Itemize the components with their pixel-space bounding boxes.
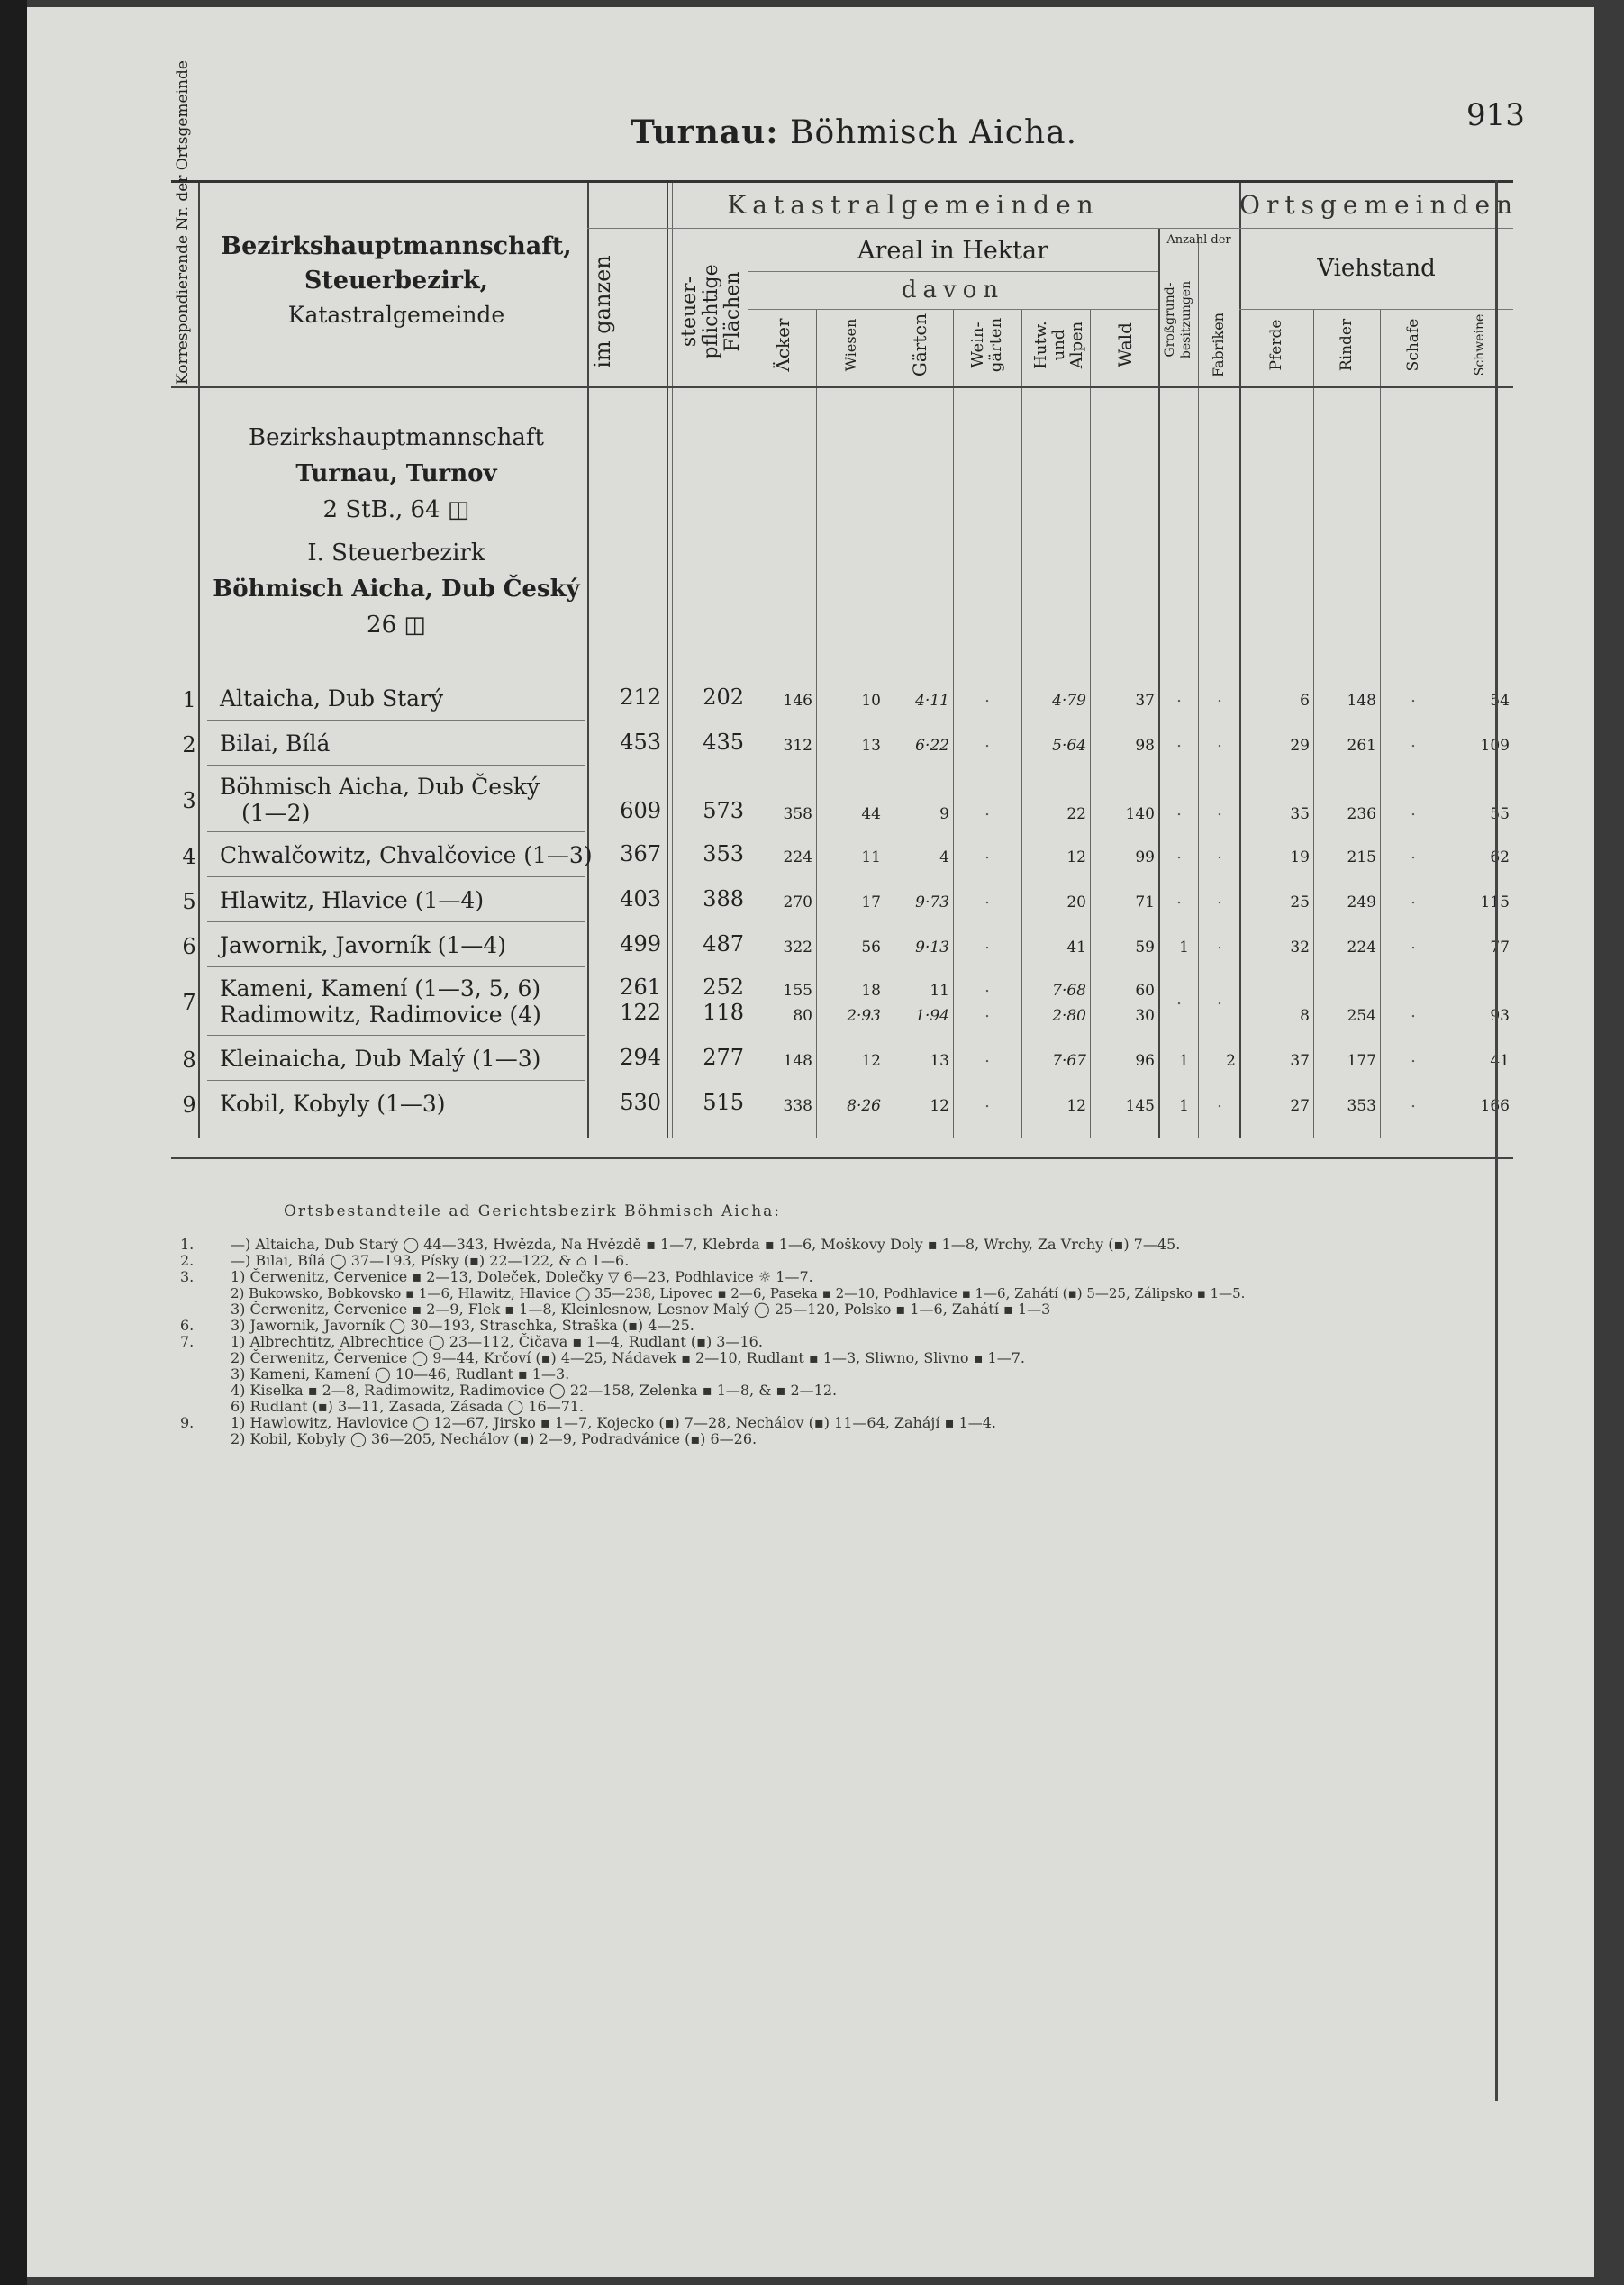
areal-header: Areal in Hektar (857, 237, 1049, 265)
cell-steuer: 515 (703, 1090, 744, 1115)
cell-schweine: 62 (1490, 848, 1510, 866)
grossgrund-header: Großgrund-besitzungen (1163, 280, 1193, 359)
cell-gross: 1 (1179, 1052, 1189, 1070)
cell-im-ganzen: 261 (620, 975, 661, 1000)
district-line1: Bezirkshauptmannschaft (249, 424, 544, 451)
row-name-line2: (1—2) (241, 800, 311, 826)
cell-garten: 12 (930, 1097, 949, 1115)
cell-pferde: 27 (1290, 1097, 1310, 1115)
cell-acker: 358 (783, 805, 812, 823)
cell-schweine: 93 (1490, 1007, 1510, 1025)
corresponding-number-header: Korrespondierende Nr. der Ortsgemeinde (174, 60, 192, 385)
cell-schweine: 55 (1490, 805, 1510, 823)
cell-wiesen: 56 (861, 938, 881, 957)
cell-gross: 1 (1179, 938, 1189, 957)
district-line2: Turnau, Turnov (295, 460, 497, 487)
wald-header: Wald (1114, 322, 1136, 367)
cell-steuer: 388 (703, 886, 744, 911)
cell-im-ganzen: 530 (620, 1090, 661, 1115)
cell-wald: 37 (1135, 692, 1155, 710)
cell-gross: 1 (1179, 1097, 1189, 1115)
row-number: 3 (182, 788, 196, 813)
wein-header: Wein-gärten (968, 317, 1005, 373)
cell-rinder: 148 (1347, 692, 1376, 710)
cell-wiesen: 8·26 (847, 1097, 881, 1115)
cell-garten: 9·13 (915, 938, 949, 957)
district-block (207, 422, 585, 640)
cell-schafe: . (1411, 1002, 1416, 1021)
row-name: Kleinaicha, Dub Malý (1—3) (220, 1046, 541, 1072)
cell-wald: 59 (1135, 938, 1155, 957)
book-spine (0, 0, 27, 2285)
davon-header: davon (901, 277, 1005, 304)
cell-schweine: 166 (1480, 1097, 1510, 1115)
cell-wald: 60 (1135, 982, 1155, 1000)
cell-acker: 155 (783, 982, 812, 1000)
cell-wald: 99 (1135, 848, 1155, 866)
cell-hutw: 7·68 (1052, 982, 1086, 1000)
cell-schafe: . (1411, 1093, 1416, 1111)
cell-gross: . (1176, 844, 1182, 863)
row-number: 7 (182, 990, 196, 1015)
cell-acker: 338 (783, 1097, 812, 1115)
cell-im-ganzen: 294 (620, 1045, 661, 1070)
cell-fabriken: . (1217, 889, 1222, 908)
row-name: Chwalčowitz, Chvalčovice (1—3) (220, 842, 593, 868)
ortsbestand-title: Ortsbestandteile ad Gerichtsbezirk Böhmisch Aicha: (284, 1202, 782, 1220)
cell-wiesen-2: 2·93 (847, 1007, 881, 1025)
cell-garten: 9 (939, 805, 949, 823)
cell-schafe: . (1411, 732, 1416, 751)
cell-pferde: 8 (1300, 1007, 1310, 1025)
cell-rinder: 177 (1347, 1052, 1376, 1070)
cell-pferde: 19 (1290, 848, 1310, 866)
steuer-header: steuer-pflichtige Flächen (678, 264, 744, 359)
cell-im-ganzen: 609 (620, 798, 661, 823)
cell-pferde: 25 (1290, 893, 1310, 911)
cell-hutw: 12 (1066, 1097, 1086, 1115)
row-name (220, 975, 541, 1028)
cell-hutw: 41 (1066, 938, 1086, 957)
cell-wiesen: 13 (861, 737, 881, 755)
cell-schweine: 115 (1480, 893, 1510, 911)
cell-acker-2: 80 (793, 1007, 812, 1025)
cell-wiesen: 18 (861, 982, 881, 1000)
row-name: Bilai, Bílá (220, 730, 331, 757)
cell-im-ganzen: 403 (620, 886, 661, 911)
cell-wald: 98 (1135, 737, 1155, 755)
cell-acker: 146 (783, 692, 812, 710)
viehstand-header: Viehstand (1317, 255, 1436, 282)
cell-gross: . (1176, 732, 1182, 751)
cell-hutw: 12 (1066, 848, 1086, 866)
cell-garten: 9·73 (915, 893, 949, 911)
row-number: 8 (182, 1047, 196, 1073)
cell-steuer: 435 (703, 730, 744, 755)
cell-garten: 11 (930, 982, 949, 1000)
row-number: 1 (182, 687, 196, 712)
cell-steuer-2: 118 (703, 1000, 744, 1025)
page-number: 913 (1466, 97, 1525, 133)
stub-header-line1: Bezirkshauptmannschaft, (221, 232, 572, 260)
cell-wein-2: . (984, 1002, 990, 1021)
cell-garten: 4·11 (915, 692, 949, 710)
statistics-table (171, 60, 1520, 1165)
cell-gross: . (1176, 990, 1182, 1009)
cell-im-ganzen: 499 (620, 931, 661, 957)
cell-rinder: 236 (1347, 805, 1376, 823)
cell-wein: . (984, 977, 990, 996)
im-ganzen-header: im ganzen (590, 255, 615, 368)
cell-wiesen: 17 (861, 893, 881, 911)
scanned-page: Turnau: Böhmisch Aicha. 913 Korrespondierende Nr. der Ortsgemeinde Bezirkshauptmannschaft, Steuerbezirk, Katastralgemeinde Katastralgemeinden Ortsgemeinden Areal in Hektar Anzahl der Viehstand davon im ganzen steuer-pflichtige Flächen Äcker Wiesen Gärten Wein-gärten Hutw. und Alpen Wald Großgrund-besitzungen Fabriken Pferde Rinder Schafe Schweine Bezirkshauptmannschaft Turnau, Turnov 2 StB., 64 ◫ I. Steuerbezirk Böhmisch Aicha, Dub Český 26 ◫ 1 Altaicha, Dub Starý 212 202 146 10 4·11 . 4·79 37 . . 6 148 . 54 2 Bilai, Bílá 453 435 312 13 6·22 . 5·64 98 . . 29 261 . 109 3 Böhmisch Aicha, Dub Český (1—2) 609 573 358 44 9 . 22 140 . . 35 236 . 55 4 Chwalčowitz, Chvalčovice (1—3) 367 353 224 11 4 . 12 99 . . 19 215 . 62 5 Hlawitz, Hlavice (1—4) 403 388 270 17 9·73 . 20 71 . . 25 249 . 115 6 Jawornik, Javorník (1—4) 499 487 322 56 9·13 . 41 59 1 . 32 224 . 77 7 Kameni, Kamení (1—3, 5, 6) Radimowitz, Radimovice (4) 261 122 252 118 155 80 18 2·93 11 1·94 . . 7·68 2·80 60 30 . . 8 254 . 93 8 Kleinaicha, Dub Malý (1—3) 294 277 148 12 13 . 7·67 96 1 2 37 177 . 41 9 Kobil, Kobyly (1—3) 530 515 338 8·26 12 . 12 145 1 . 27 353 . 166 Ortsbestandteile ad Gerichtsbezirk Böhmisch Aicha: 1. —) Altaicha, Dub Starý ◯ 44—343, Hwězda, Na Hvězdě ▪ 1—7, Klebrda ▪ 1—6, Moškovy Doly ▪ 1—8, Wrchy, Za Vrchy (▪) 7—45. 2. —) Bilai, Bílá ◯ 37—193, Písky (▪) 22—122, & ⌂ 1—6. 3. 1) Čerwenitz, Červenice ▪ 2—13, Doleček, Dolečky ▽ 6—23, Podhlavice ☼ 1—7. 2) Bukowsko, Bobkovsko ▪ 1—6, Hlawitz, Hlavice ◯ 35—238, Lipovec ▪ 2—6, Paseka ▪ 2—10, Podhlavice ▪ 1—6, Zahátí (▪) 5—25, Zálipsko ▪ 1—5. 3) Čerwenitz, Červenice ▪ 2—9, Flek ▪ 1—8, Kleinlesnow, Lesnov Malý ◯ 25—120, Polsko ▪ 1—6, Zahátí ▪ 1—3 6. 3) Jawornik, Javorník ◯ 30—193, Straschka, Straška (▪) 4—25. 7. 1) Albrechtitz, Albrechtice ◯ 23—112, Čičava ▪ 1—4, Rudlant (▪) 3—16. 2) Čerwenitz, Červenice ◯ 9—44, Krčoví (▪) 4—25, Nádavek ▪ 2—10, Rudlant ▪ 1—3, Sliwno, Slivno ▪ 1—7. 3) Kameni, Kamení ◯ 10—46, Rudlant ▪ 1—3. 4) Kiselka ▪ 2—8, Radimowitz, Radimovice ◯ 22—158, Zelenka ▪ 1—8, & ▪ 2—12. 6) Rudlant (▪) 3—11, Zasada, Zásada ◯ 16—71. 9. 1) Hawlowitz, Havlovice ◯ 12—67, Jirsko ▪ 1—7, Kojecko (▪) 7—28, Nechálov (▪) 11—64, Zahájí ▪ 1—4. 2) Kobil, Kobyly ◯ 36—205, Nechálov (▪) 2—9, Podradvánice (▪) 6—26. (27, 7, 1594, 2277)
cell-rinder: 353 (1347, 1097, 1376, 1115)
row-name (220, 774, 540, 826)
district-line3: 2 StB., 64 ◫ (322, 496, 470, 523)
orts-header: Ortsgemeinden (1239, 190, 1520, 220)
rinder-header: Rinder (1338, 318, 1356, 372)
cell-pferde: 32 (1290, 938, 1310, 957)
cell-acker: 322 (783, 938, 812, 957)
cell-pferde: 37 (1290, 1052, 1310, 1070)
cell-wein: . (984, 934, 990, 953)
cell-wein: . (984, 1047, 990, 1066)
cell-wald-2: 30 (1135, 1007, 1155, 1025)
cell-rinder: 261 (1347, 737, 1376, 755)
cell-fabriken: . (1217, 801, 1222, 820)
cell-schafe: . (1411, 1047, 1416, 1066)
cell-fabriken: . (1217, 934, 1222, 953)
cell-schafe: . (1411, 801, 1416, 820)
cell-wiesen: 12 (861, 1052, 881, 1070)
cell-wein: . (984, 889, 990, 908)
cell-hutw: 22 (1066, 805, 1086, 823)
row-name-line2: Radimowitz, Radimovice (4) (220, 1002, 541, 1028)
cell-fabriken: . (1217, 990, 1222, 1009)
cell-hutw: 20 (1066, 893, 1086, 911)
cell-schafe: . (1411, 844, 1416, 863)
cell-steuer: 202 (703, 685, 744, 710)
cell-acker: 312 (783, 737, 812, 755)
garten-header: Gärten (909, 313, 930, 377)
cell-wein: . (984, 844, 990, 863)
row-name-line1: Böhmisch Aicha, Dub Český (220, 774, 540, 800)
cell-steuer: 252 (703, 975, 744, 1000)
acker-header: Äcker (772, 318, 794, 372)
cell-wein: . (984, 1093, 990, 1111)
row-name: Hlawitz, Hlavice (1—4) (220, 887, 485, 913)
cell-steuer: 487 (703, 931, 744, 957)
cell-fabriken: . (1217, 732, 1222, 751)
cell-garten-2: 1·94 (915, 1007, 949, 1025)
cell-hutw: 4·79 (1052, 692, 1086, 710)
stub-header-line2: Steuerbezirk, (304, 267, 489, 295)
cell-fabriken: 2 (1226, 1052, 1236, 1070)
cell-acker: 224 (783, 848, 812, 866)
cell-fabriken: . (1217, 687, 1222, 706)
page-title-bold: Turnau: (631, 113, 779, 151)
cell-im-ganzen: 453 (620, 730, 661, 755)
cell-fabriken: . (1217, 1093, 1222, 1111)
wiesen-header: Wiesen (842, 318, 859, 372)
cell-pferde: 6 (1300, 692, 1310, 710)
page-title-rest: Böhmisch Aicha. (790, 114, 1078, 151)
cell-schweine: 77 (1490, 938, 1510, 957)
district-line4: I. Steuerbezirk (307, 540, 485, 567)
cell-wald: 140 (1125, 805, 1155, 823)
cell-wiesen: 10 (861, 692, 881, 710)
stub-header (207, 230, 585, 332)
page-title (631, 113, 1077, 151)
cell-wein: . (984, 687, 990, 706)
schweine-header: Schweine (1473, 313, 1487, 376)
cell-schweine: 41 (1490, 1052, 1510, 1070)
cell-hutw: 5·64 (1052, 737, 1086, 755)
cell-schafe: . (1411, 934, 1416, 953)
cell-schweine: 109 (1480, 737, 1510, 755)
cell-gross: . (1176, 889, 1182, 908)
row-number: 9 (182, 1093, 196, 1118)
cell-schafe: . (1411, 889, 1416, 908)
fabriken-header: Fabriken (1210, 312, 1227, 378)
pferde-header: Pferde (1267, 319, 1285, 371)
cell-gross: . (1176, 801, 1182, 820)
cell-wein: . (984, 732, 990, 751)
row-name: Jawornik, Javorník (1—4) (220, 932, 507, 958)
cell-gross: . (1176, 687, 1182, 706)
cell-schweine: 54 (1490, 692, 1510, 710)
cell-rinder: 224 (1347, 938, 1376, 957)
cell-im-ganzen: 367 (620, 841, 661, 866)
cell-steuer: 353 (703, 841, 744, 866)
cell-wald: 71 (1135, 893, 1155, 911)
row-name-line1: Kameni, Kamení (1—3, 5, 6) (220, 975, 541, 1002)
row-number: 6 (182, 934, 196, 959)
cell-im-ganzen: 212 (620, 685, 661, 710)
cell-acker: 270 (783, 893, 812, 911)
cell-schafe: . (1411, 687, 1416, 706)
katastral-header: Katastralgemeinden (727, 190, 1100, 220)
cell-wald: 145 (1125, 1097, 1155, 1115)
cell-pferde: 29 (1290, 737, 1310, 755)
cell-wiesen: 11 (861, 848, 881, 866)
page-right-rule (1488, 180, 1498, 2101)
cell-garten: 4 (939, 848, 949, 866)
cell-wein: . (984, 801, 990, 820)
cell-garten: 13 (930, 1052, 949, 1070)
row-number: 2 (182, 732, 196, 757)
district-line6: 26 ◫ (367, 612, 426, 639)
schafe-header: Schafe (1404, 318, 1422, 372)
anzahl-header: Anzahl der (1166, 233, 1231, 247)
cell-im-ganzen-2: 122 (620, 1000, 661, 1025)
hutw-header: Hutw. und Alpen (1031, 321, 1086, 369)
district-line5: Böhmisch Aicha, Dub Český (213, 576, 580, 603)
cell-acker: 148 (783, 1052, 812, 1070)
cell-steuer: 573 (703, 798, 744, 823)
stub-header-line3: Katastralgemeinde (287, 302, 505, 328)
cell-pferde: 35 (1290, 805, 1310, 823)
cell-fabriken: . (1217, 844, 1222, 863)
cell-garten: 6·22 (915, 737, 949, 755)
cell-wald: 96 (1135, 1052, 1155, 1070)
cell-wiesen: 44 (861, 805, 881, 823)
cell-rinder: 254 (1347, 1007, 1376, 1025)
cell-steuer: 277 (703, 1045, 744, 1070)
row-name: Altaicha, Dub Starý (220, 685, 444, 712)
cell-rinder: 215 (1347, 848, 1376, 866)
cell-hutw-2: 2·80 (1052, 1007, 1086, 1025)
cell-hutw: 7·67 (1052, 1052, 1086, 1070)
row-number: 4 (182, 844, 196, 869)
row-name: Kobil, Kobyly (1—3) (220, 1091, 446, 1117)
cell-rinder: 249 (1347, 893, 1376, 911)
row-number: 5 (182, 889, 196, 914)
